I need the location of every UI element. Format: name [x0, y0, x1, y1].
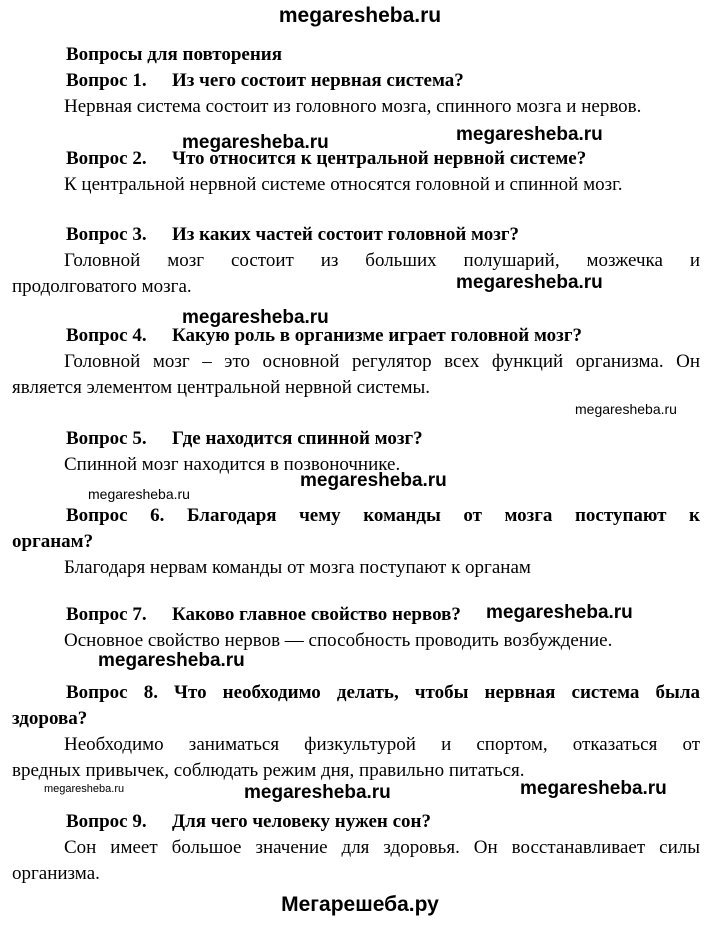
answer-9-line-2: организма.	[12, 863, 100, 884]
watermark: megaresheba.ru	[44, 783, 125, 795]
answer-6: Благодаря нервам команды от мозга поступают к органам	[64, 557, 531, 578]
watermark: megaresheba.ru	[182, 307, 329, 328]
watermark: megaresheba.ru	[456, 124, 603, 145]
question-4	[66, 325, 582, 347]
question-7-label: Вопрос 7.	[66, 604, 147, 625]
answer-8-line-2: вредных привычек, соблюдать режим дня, правильно питаться.	[12, 760, 525, 781]
watermark: megaresheba.ru	[182, 132, 329, 153]
watermark: megaresheba.ru	[456, 272, 603, 293]
watermark: megaresheba.ru	[88, 486, 190, 502]
question-2-label: Вопрос 2.	[66, 148, 147, 169]
footer-watermark: Мегарешеба.ру	[281, 893, 439, 916]
watermark: megaresheba.ru	[300, 470, 447, 491]
question-9-label: Вопрос 9.	[66, 811, 147, 832]
answer-7: Основное свойство нервов — способность проводить возбуждение.	[64, 630, 613, 651]
question-6-line-1	[66, 505, 700, 527]
answer-1: Нервная система состоит из головного мозга, спинного мозга и нервов.	[64, 96, 642, 117]
question-8-text: Что необходимо делать, чтобы нервная система была	[174, 682, 700, 703]
answer-4-line-1: Головной мозг – это основной регулятор всех функций организма. Он	[64, 351, 700, 372]
answer-8-line-1: Необходимо заниматься физкультурой и спортом, отказаться от	[64, 734, 700, 755]
answer-5: Спинной мозг находится в позвоночнике.	[64, 454, 401, 475]
question-8-line-1	[66, 682, 700, 704]
answer-2: К центральной нервной системе относятся головной и спинной мозг.	[64, 174, 623, 195]
question-2-text: Что относится к центральной нервной системе?	[172, 148, 587, 169]
question-9	[66, 811, 431, 833]
question-3-label: Вопрос 3.	[66, 224, 147, 245]
question-3-text: Из каких частей состоит головной мозг?	[172, 224, 520, 245]
question-9-text: Для чего человеку нужен сон?	[172, 811, 432, 832]
watermark: megaresheba.ru	[520, 778, 667, 799]
question-6-line-2: органам?	[12, 531, 94, 552]
question-6-text: Благодаря чему команды от мозга поступают к	[187, 505, 701, 526]
question-4-text: Какую роль в организме играет головной мозг?	[172, 325, 582, 346]
question-5	[66, 428, 423, 450]
question-5-text: Где находится спинной мозг?	[172, 428, 423, 449]
watermark: megaresheba.ru	[486, 602, 633, 623]
section-title: Вопросы для повторения	[66, 44, 283, 65]
question-8-line-2: здорова?	[12, 708, 88, 729]
question-1	[66, 70, 464, 92]
question-8-label: Вопрос 8.	[66, 682, 158, 703]
question-2	[66, 148, 586, 170]
answer-3-line-1: Головной мозг состоит из больших полушарий, мозжечка и	[64, 250, 700, 271]
question-7-text: Каково главное свойство нервов?	[172, 604, 461, 625]
answer-9-line-1: Сон имеет большое значение для здоровья. Он восстанавливает силы	[64, 837, 700, 858]
question-7	[66, 604, 461, 626]
watermark: megaresheba.ru	[98, 650, 245, 671]
header-watermark: megaresheba.ru	[278, 4, 442, 27]
question-1-text: Из чего состоит нервная система?	[172, 70, 464, 91]
question-1-label: Вопрос 1.	[66, 70, 147, 91]
watermark: megaresheba.ru	[244, 782, 391, 803]
question-4-label: Вопрос 4.	[66, 325, 147, 346]
answer-3-line-2: продолговатого мозга.	[12, 276, 192, 297]
watermark: megaresheba.ru	[575, 401, 677, 417]
question-6-label: Вопрос 6.	[66, 505, 165, 526]
question-3	[66, 224, 519, 246]
question-5-label: Вопрос 5.	[66, 428, 147, 449]
answer-4-line-2: является элементом центральной нервной системы.	[12, 377, 430, 398]
